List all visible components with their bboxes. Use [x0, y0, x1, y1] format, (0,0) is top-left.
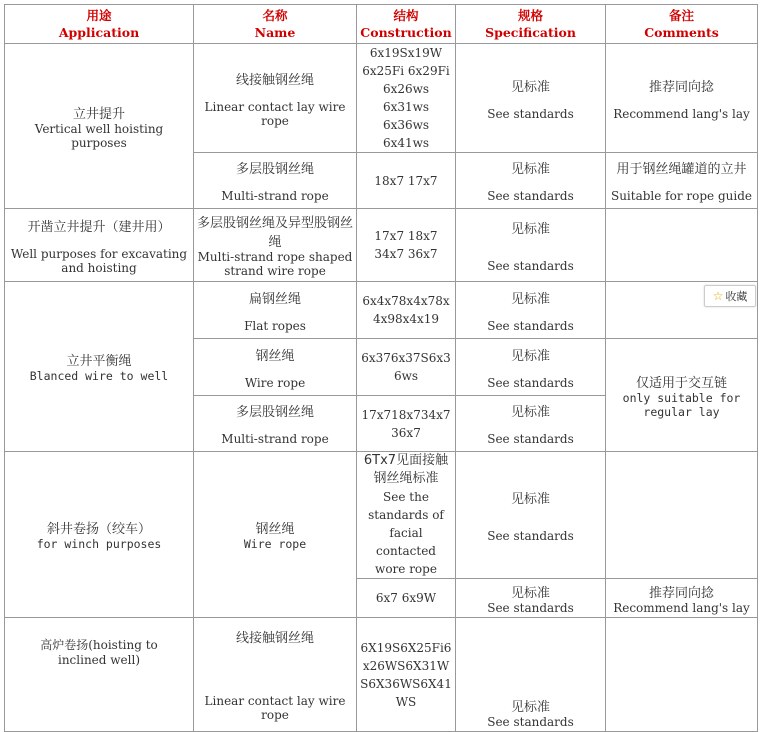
specification-cell: 见标准 See standards	[456, 396, 606, 452]
construction-cell: 17x718x734x736x7	[357, 396, 456, 452]
construction-cell: 6X19S6X25Fi6x26WS6X31WS6X36WS6X41WS	[357, 618, 456, 732]
name-cell: 线接触钢丝绳 Linear contact lay wire rope	[194, 44, 357, 153]
application-cell: 高炉卷扬(hoisting to inclined well)	[5, 618, 194, 732]
header-row	[5, 5, 758, 44]
construction-cell: 6Tx7见面接触钢丝绳标准 See the standards of facial contacted wore rope	[357, 452, 456, 579]
collect-button[interactable]	[704, 285, 756, 307]
header-name: 名称 Name	[194, 5, 357, 44]
wire-rope-application-table	[4, 4, 758, 732]
specification-cell: 见标准 See standards	[456, 153, 606, 209]
header-construction: 结构 Construction	[357, 5, 456, 44]
comment-cell	[606, 618, 758, 732]
construction-cell: 6x376x37S6x36ws	[357, 339, 456, 396]
collect-label: 收藏	[725, 290, 748, 303]
application-cell: 立井提升 Vertical well hoisting purposes	[5, 44, 194, 209]
comment-cell	[606, 209, 758, 282]
specification-cell: 见标准 See standards	[456, 44, 606, 153]
construction-cell: 6x4x78x4x78x4x98x4x19	[357, 282, 456, 339]
name-cell: 线接触钢丝绳 Linear contact lay wire rope	[194, 618, 357, 732]
star-icon: ☆	[712, 289, 724, 303]
table-row	[5, 282, 758, 339]
specification-cell: 见标准 See standards	[456, 618, 606, 732]
construction-cell: 6x7 6x9W	[357, 579, 456, 618]
name-cell: 多层股钢丝绳及异型股钢丝绳 Multi-strand rope shaped strand wire rope	[194, 209, 357, 282]
comment-cell: 用于钢丝绳罐道的立井 Suitable for rope guide	[606, 153, 758, 209]
specification-cell: 见标准 See standards	[456, 339, 606, 396]
table-row	[5, 209, 758, 282]
table-row	[5, 44, 758, 153]
application-cell: 开凿立井提升（建井用） Well purposes for excavating and hoisting	[5, 209, 194, 282]
name-cell: 钢丝绳 Wire rope	[194, 339, 357, 396]
specification-cell: 见标准 See standards	[456, 209, 606, 282]
specification-cell: 见标准 See standards	[456, 282, 606, 339]
application-cell: 立井平衡绳 Blanced wire to well	[5, 282, 194, 452]
name-cell: 钢丝绳 Wire rope	[194, 452, 357, 618]
table-row	[5, 452, 758, 579]
construction-cell: 6x19Sx19W 6x25Fi 6x29Fi 6x26ws 6x31ws 6x36ws 6x41ws	[357, 44, 456, 153]
construction-cell: 17x7 18x7 34x7 36x7	[357, 209, 456, 282]
construction-cell: 18x7 17x7	[357, 153, 456, 209]
name-cell: 扁钢丝绳 Flat ropes	[194, 282, 357, 339]
header-comments: 备注 Comments	[606, 5, 758, 44]
name-cell: 多层股钢丝绳 Multi-strand rope	[194, 153, 357, 209]
header-specification: 规格 Specification	[456, 5, 606, 44]
specification-cell: 见标准 See standards	[456, 579, 606, 618]
comment-cell: 推荐同向捻 Recommend lang's lay	[606, 579, 758, 618]
comment-cell	[606, 452, 758, 579]
application-cell: 斜井卷扬（绞车） for winch purposes	[5, 452, 194, 618]
table-row	[5, 618, 758, 732]
name-cell: 多层股钢丝绳 Multi-strand rope	[194, 396, 357, 452]
specification-cell: 见标准 See standards	[456, 452, 606, 579]
comment-cell: 仅适用于交互链 only suitable for regular lay	[606, 339, 758, 452]
comment-cell: 推荐同向捻 Recommend lang's lay	[606, 44, 758, 153]
header-application: 用途 Application	[5, 5, 194, 44]
